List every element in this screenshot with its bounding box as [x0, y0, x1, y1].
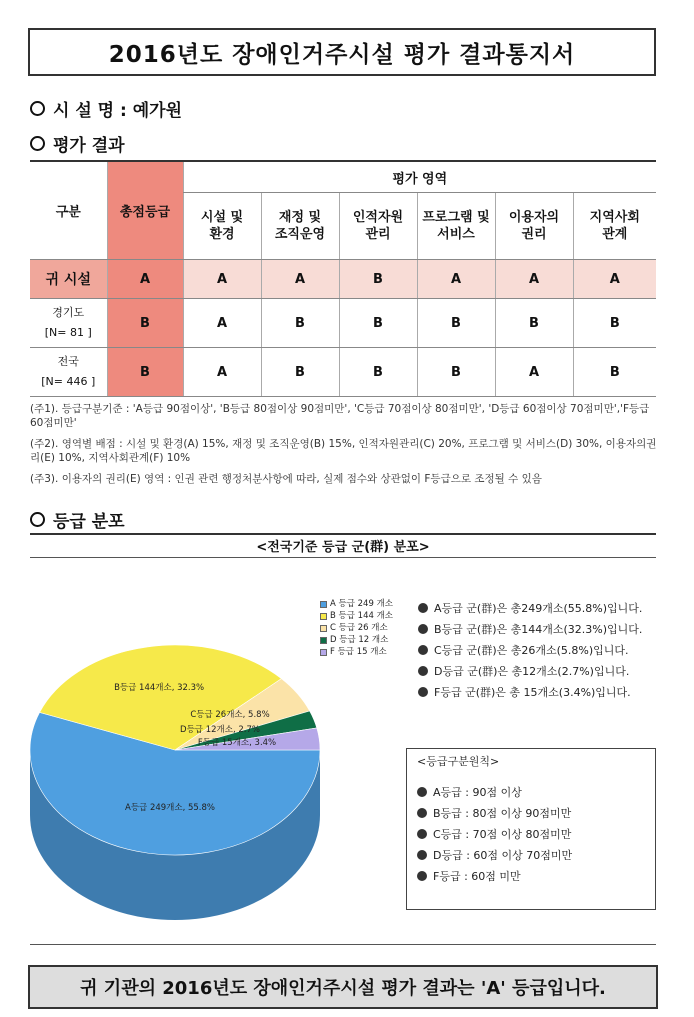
- table-row: [30, 260, 656, 299]
- footnote-3: (주3). 이용자의 권리(E) 영역 : 인권 관련 행정처분사항에 따라, 실제 점수와 상관없이 F등급으로 조정될 수 있음: [30, 473, 542, 485]
- summary-item: [418, 681, 642, 702]
- legend-label: C 등급 26 개소: [330, 623, 388, 633]
- summary-item: [418, 660, 642, 681]
- legend-label: B 등급 144 개소: [330, 611, 394, 621]
- area-grade-cell: A: [495, 260, 573, 299]
- circle-bullet-icon: [30, 101, 45, 116]
- legend-swatch: [320, 637, 327, 644]
- header-area-line: 재정 및: [278, 210, 322, 225]
- area-grade-cell: B: [573, 348, 656, 397]
- area-grade-cell: B: [417, 299, 495, 348]
- legend-item: [320, 634, 393, 646]
- header-area-6: [573, 193, 656, 260]
- criteria-text: B등급 : 80점 이상 90점미만: [433, 806, 572, 820]
- row-label-count: [N= 81 ]: [44, 326, 92, 339]
- divider: [30, 557, 656, 558]
- summary-text: C등급 군(群)은 총26개소(5.8%)입니다.: [434, 643, 629, 657]
- footnote-2: (주2). 영역별 배점 : 시설 및 환경(A) 15%, 재정 및 조직운영(B) 15%, 인적자원관리(C) 20%, 프로그램 및 서비스(D) 30%, 이용자의권리(E) 10%, 지역사회관계(F) 10%: [30, 438, 657, 464]
- criteria-item: [417, 802, 655, 823]
- area-grade-cell: B: [261, 348, 339, 397]
- header-area-2: [261, 193, 339, 260]
- pie-data-label: B등급 144개소, 32.3%: [114, 683, 205, 694]
- facility-line: [30, 96, 182, 121]
- bullet-dot-icon: [417, 808, 427, 818]
- criteria-title: <등급구분원칙>: [417, 755, 500, 768]
- area-grade-cell: B: [261, 299, 339, 348]
- summary-item: [418, 597, 642, 618]
- bullet-dot-icon: [418, 624, 428, 634]
- grade-pie-chart: [0, 600, 340, 930]
- area-grade-cell: B: [339, 260, 417, 299]
- legend-item: [320, 598, 393, 610]
- area-grade-cell: A: [495, 348, 573, 397]
- header-area-line: 시설 및: [200, 210, 244, 225]
- summary-text: A등급 군(群)은 총249개소(55.8%)입니다.: [434, 601, 643, 615]
- document-title: 2016년도 장애인거주시설 평가 결과통지서: [28, 28, 656, 76]
- header-area-line: 관리: [365, 227, 391, 242]
- header-area-line: 서비스: [437, 227, 475, 242]
- footnotes: [30, 402, 660, 493]
- legend-label: A 등급 249 개소: [330, 599, 393, 609]
- header-area-1: [183, 193, 261, 260]
- circle-bullet-icon: [30, 136, 45, 151]
- bullet-dot-icon: [417, 787, 427, 797]
- evaluation-result-table: [30, 160, 656, 397]
- area-grade-cell: B: [417, 348, 495, 397]
- header-area-line: 환경: [209, 227, 235, 242]
- pie-data-label: F등급 15개소, 3.4%: [197, 738, 277, 748]
- table-row: [30, 299, 656, 348]
- header-area-line: 조직운영: [274, 227, 326, 242]
- header-group: 구분: [30, 161, 107, 260]
- header-area: 평가 영역: [183, 161, 656, 193]
- pie-data-label: C등급 26개소, 5.8%: [190, 710, 270, 720]
- criteria-text: C등급 : 70점 이상 80점미만: [433, 827, 572, 841]
- criteria-item: [417, 865, 655, 886]
- circle-bullet-icon: [30, 512, 45, 527]
- bullet-dot-icon: [417, 871, 427, 881]
- legend-swatch: [320, 649, 327, 656]
- header-area-line: 관계: [602, 227, 628, 242]
- pie-data-label: A등급 249개소, 55.8%: [125, 803, 215, 813]
- area-grade-cell: A: [183, 260, 261, 299]
- criteria-item: [417, 781, 655, 802]
- row-label-main: 경기도: [52, 306, 85, 319]
- legend-swatch: [320, 601, 327, 608]
- summary-text: F등급 군(群)은 총 15개소(3.4%)입니다.: [434, 685, 631, 699]
- total-grade-cell: A: [107, 260, 183, 299]
- total-grade-cell: B: [107, 348, 183, 397]
- header-total-grade: 총점등급: [107, 161, 183, 260]
- legend-item: [320, 622, 393, 634]
- section-result-heading: [30, 131, 125, 156]
- row-label-count: [N= 446 ]: [41, 375, 96, 388]
- header-area-4: [417, 193, 495, 260]
- header-area-3: [339, 193, 417, 260]
- bullet-dot-icon: [418, 687, 428, 697]
- area-grade-cell: B: [495, 299, 573, 348]
- area-grade-cell: A: [417, 260, 495, 299]
- total-grade-cell: B: [107, 299, 183, 348]
- pie-data-label: D등급 12개소, 2.7%: [180, 725, 260, 735]
- table-row: [30, 348, 656, 397]
- distribution-summary: [418, 597, 642, 702]
- row-label: [30, 299, 107, 348]
- row-label: [30, 348, 107, 397]
- header-area-line: 권리: [521, 227, 547, 242]
- criteria-text: A등급 : 90점 이상: [433, 785, 522, 799]
- area-grade-cell: A: [573, 260, 656, 299]
- final-result-banner: 귀 기관의 2016년도 장애인거주시설 평가 결과는 'A' 등급입니다.: [28, 965, 658, 1009]
- bullet-dot-icon: [418, 666, 428, 676]
- divider: [30, 533, 656, 535]
- criteria-item: [417, 823, 655, 844]
- legend-label: F 등급 15 개소: [330, 647, 387, 657]
- area-grade-cell: A: [183, 348, 261, 397]
- header-area-line: 이용자의: [508, 210, 560, 225]
- bullet-dot-icon: [418, 603, 428, 613]
- header-area-line: 지역사회: [589, 210, 640, 225]
- section-dist-label: 등급 분포: [53, 512, 125, 532]
- footnote-1: (주1). 등급구분기준 : 'A등급 90점이상', 'B등급 80점이상 90점미만', 'C등급 70점이상 80점미만', 'D등급 60점이상 70점미만','F등급 60점미만': [30, 403, 650, 429]
- area-grade-cell: B: [573, 299, 656, 348]
- summary-item: [418, 639, 642, 660]
- area-grade-cell: B: [339, 348, 417, 397]
- legend-item: [320, 646, 393, 658]
- bullet-dot-icon: [417, 850, 427, 860]
- row-label: [30, 260, 107, 299]
- section-result-label: 평가 결과: [53, 136, 125, 156]
- row-label-main: 귀 시설: [45, 272, 91, 288]
- chart-legend: [320, 598, 393, 658]
- area-grade-cell: A: [183, 299, 261, 348]
- distribution-title: <전국기준 등급 군(群) 분포>: [256, 540, 430, 555]
- header-area-line: 인적자원: [352, 210, 404, 225]
- legend-swatch: [320, 625, 327, 632]
- grade-criteria-box: [406, 748, 656, 910]
- bullet-dot-icon: [418, 645, 428, 655]
- header-area-5: [495, 193, 573, 260]
- section-dist-heading: [30, 507, 125, 532]
- legend-item: [320, 610, 393, 622]
- area-grade-cell: B: [339, 299, 417, 348]
- row-label-main: 전국: [57, 355, 79, 368]
- facility-name: 시 설 명 : 예가원: [53, 101, 183, 121]
- summary-text: D등급 군(群)은 총12개소(2.7%)입니다.: [434, 664, 630, 678]
- header-area-line: 프로그램 및: [422, 210, 490, 225]
- divider: [30, 944, 656, 945]
- criteria-item: [417, 844, 655, 865]
- summary-text: B등급 군(群)은 총144개소(32.3%)입니다.: [434, 622, 643, 636]
- area-grade-cell: A: [261, 260, 339, 299]
- criteria-text: F등급 : 60점 미만: [433, 869, 521, 883]
- criteria-text: D등급 : 60점 이상 70점미만: [433, 848, 573, 862]
- legend-swatch: [320, 613, 327, 620]
- summary-item: [418, 618, 642, 639]
- legend-label: D 등급 12 개소: [330, 635, 389, 645]
- bullet-dot-icon: [417, 829, 427, 839]
